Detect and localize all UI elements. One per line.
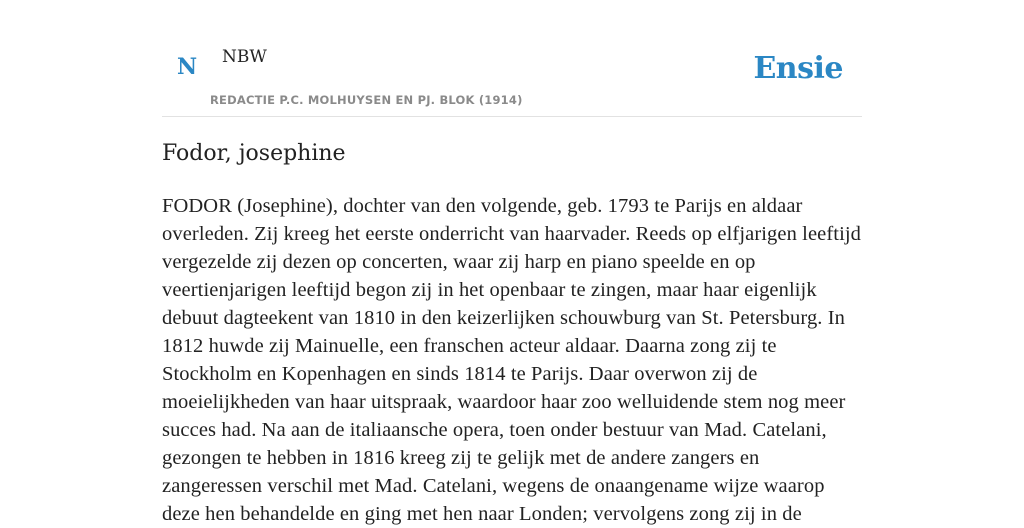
article-title: Fodor, josephine [162,141,346,166]
source-logo[interactable]: N [177,54,198,80]
source-header [162,0,862,117]
source-name-link[interactable]: NBW [222,47,267,67]
source-subtitle: REDACTIE P.C. MOLHUYSEN EN PJ. BLOK (1914) [210,93,523,107]
article-body: FODOR (Josephine), dochter van den volgende, geb. 1793 te Parijs en aldaar overleden. Zij kreeg het eerste onderricht van haarvader. Reeds op elfjarigen leeftijd vergezelde zij dezen op concerten, waar zij harp en piano speelde en op veertienjarigen leeftijd begon zij in het openbaar te zingen, maar haar eigenlijk debuut dagteekent van 1810 in den keizerlijken schouwburg van St. Petersburg. In 1812 huwde zij Mainuelle, een franschen acteur aldaar. Daarna zong zij te Stockholm en Kopenhagen en sinds 1814 te Parijs. Daar overwon zij de moeielijkheden van haar uitspraak, waardoor haar zoo welluidende stem nog meer succes had. Na aan de italiaansche opera, toen onder bestuur van Mad. Catelani, gezongen te hebben in 1816 kreeg zij te gelijk met de andere zangers en zangeressen verschil met Mad. Catelani, wegens de onaangename wijze waarop deze hen behandelde en ging met hen naar Londen; vervolgens zong zij in de [162,195,862,525]
ensie-logo[interactable]: Ensie [753,51,843,86]
